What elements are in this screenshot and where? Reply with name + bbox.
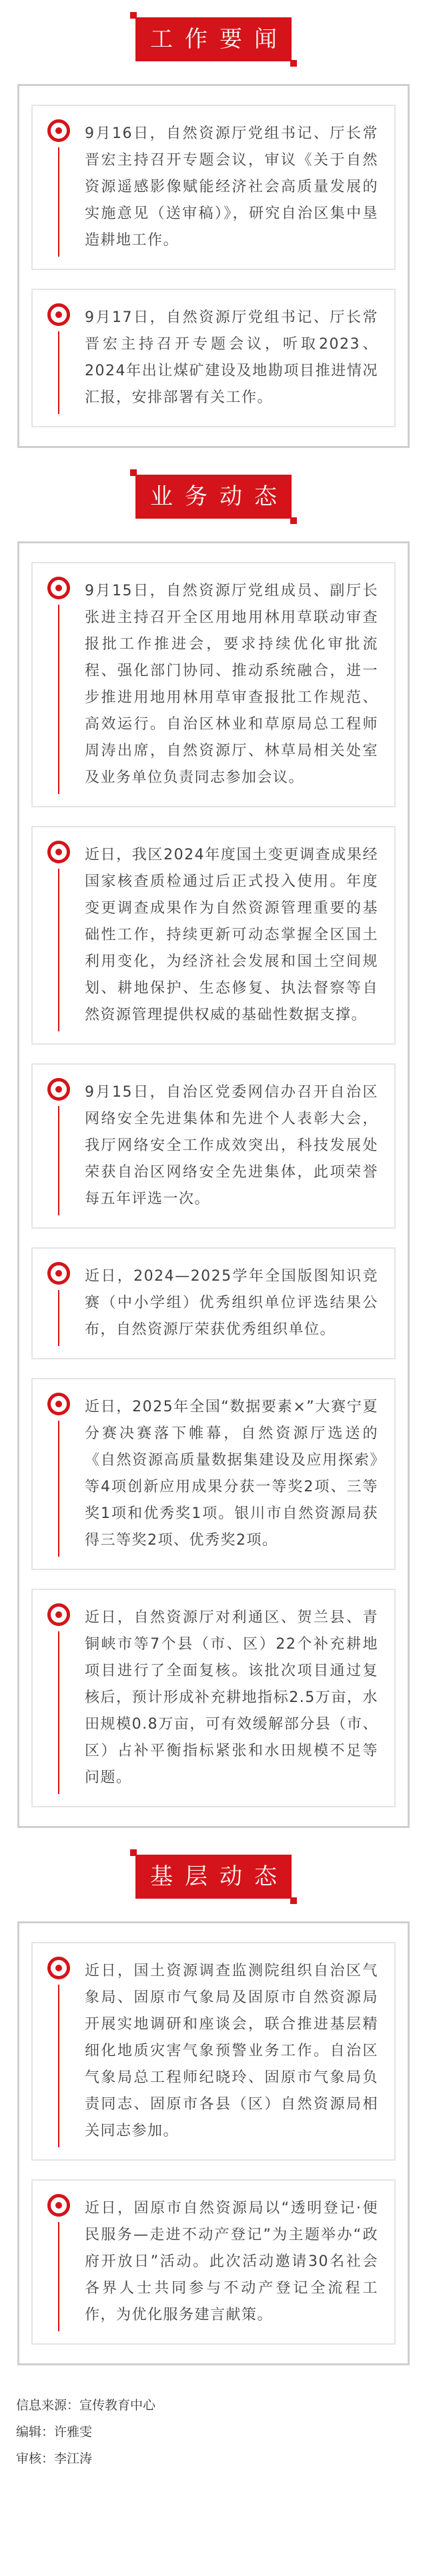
news-item <box>31 1247 396 1359</box>
news-item <box>31 289 396 427</box>
news-item <box>31 2179 396 2345</box>
timeline-line <box>58 1290 59 1346</box>
timeline-line <box>58 2222 59 2331</box>
section-grassroots-updates <box>0 1855 427 2365</box>
news-text: 9月15日，自然资源厅党组成员、副厅长张进主持召开全区用地用林用草联动审查报批工作推进会，要求持续优化审批流程、强化部门协同、推动系统融合，进一步推进用地用林用草审查报批工作规范、高效运行。自治区林业和草原局总工程师周涛出席，自然资源厅、林草局相关处室及业务单位负责同志参加会议。 <box>85 583 378 786</box>
circle-marker-icon <box>47 1603 70 1626</box>
news-item <box>31 562 396 807</box>
section-business-updates <box>0 475 427 1828</box>
circle-marker-icon <box>47 1957 70 1979</box>
timeline-line <box>58 1631 59 1794</box>
news-item <box>31 1063 396 1229</box>
circle-marker-icon <box>47 577 70 599</box>
circle-marker-icon <box>47 2194 70 2217</box>
news-text: 9月17日，自然资源厅党组书记、厅长常晋宏主持召开专题会议，听取2023、2024年出让煤矿建设及地勘项目推进情况汇报，安排部署有关工作。 <box>85 309 378 406</box>
news-text: 9月15日，自治区党委网信办召开自治区网络安全先进集体和先进个人表彰大会，我厅网络安全工作成效突出，科技发展处荣获自治区网络安全先进集体，此项荣誉每五年评选一次。 <box>85 1084 378 1207</box>
news-text: 9月16日，自然资源厅党组书记、厅长常晋宏主持召开专题会议，审议《关于自然资源遥感影像赋能经济社会高质量发展的实施意见（送审稿）》，研究自治区集中垦造耕地工作。 <box>85 125 378 249</box>
circle-marker-icon <box>47 1393 70 1415</box>
reviewer-credit: 审核：李江涛 <box>16 2451 93 2466</box>
section-title: 工作要闻 <box>135 17 292 61</box>
news-text: 近日，自然资源厅对利通区、贺兰县、青铜峡市等7个县（市、区）22个补充耕地项目进行了全面复核。该批次项目通过复核后，预计形成补充耕地指标2.5万亩，水田规模0.8万亩，可有效缓解部分县（市、区）占补平衡指标紧张和水田规模不足等问题。 <box>85 1609 378 1786</box>
circle-marker-icon <box>47 841 70 863</box>
news-text: 近日，2024—2025学年全国版图知识竞赛（中小学组）优秀组织单位评选结果公布，自然资源厅荣获优秀组织单位。 <box>85 1268 378 1338</box>
section-title: 业务动态 <box>135 475 292 519</box>
circle-marker-icon <box>47 119 70 142</box>
timeline-line <box>58 605 59 794</box>
news-text: 近日，国土资源调查监测院组织自治区气象局、固原市气象局及固原市自然资源局开展实地调研和座谈会，联合推进基层精细化地质灾害气象预警业务工作。自治区气象局总工程师纪晓玲、固原市气象局负责同志、固原市各县（区）自然资源局相关同志参加。 <box>85 1963 378 2139</box>
info-source: 信息来源：宣传教育中心 <box>16 2398 156 2413</box>
timeline-line <box>58 869 59 1031</box>
circle-marker-icon <box>47 303 70 326</box>
timeline-line <box>58 147 59 257</box>
timeline-line <box>58 1985 59 2147</box>
news-panel <box>17 541 410 1828</box>
news-panel <box>17 1921 410 2365</box>
footer-credits <box>16 2392 411 2472</box>
news-item <box>31 1589 396 1807</box>
news-text: 近日，固原市自然资源局以“透明登记·便民服务—走进不动产登记”为主题举办“政府开放日”活动。此次活动邀请30名社会各界人士共同参与不动产登记全流程工作，为优化服务建言献策。 <box>85 2200 378 2323</box>
section-title: 基层动态 <box>135 1855 292 1899</box>
news-text: 近日，我区2024年度国土变更调查成果经国家核查质检通过后正式投入使用。年度变更调查成果作为自然资源管理重要的基础性工作，持续更新可动态掌握全区国土利用变化，为经济社会发展和国土空间规划、耕地保护、生态修复、执法督察等自然资源管理提供权威的基础性数据支撑。 <box>85 847 378 1023</box>
news-item <box>31 1378 396 1570</box>
circle-marker-icon <box>47 1262 70 1285</box>
editor-credit: 编辑：许雅雯 <box>16 2425 93 2439</box>
timeline-line <box>58 1421 59 1557</box>
news-item <box>31 826 396 1045</box>
news-text: 近日，2025年全国“数据要素×”大赛宁夏分赛决赛落下帷幕，自然资源厅选送的《自然资源高质量数据集建设及应用探索》等4项创新应用成果分获一等奖2项、三等奖1项和优秀奖1项。银川市自然资源局获得三等奖2项、优秀奖2项。 <box>85 1399 378 1549</box>
timeline-line <box>58 1106 59 1215</box>
news-item <box>31 1942 396 2161</box>
news-panel <box>17 84 410 448</box>
timeline-line <box>58 331 59 414</box>
circle-marker-icon <box>47 1078 70 1101</box>
section-work-news <box>0 17 427 448</box>
news-item <box>31 105 396 270</box>
